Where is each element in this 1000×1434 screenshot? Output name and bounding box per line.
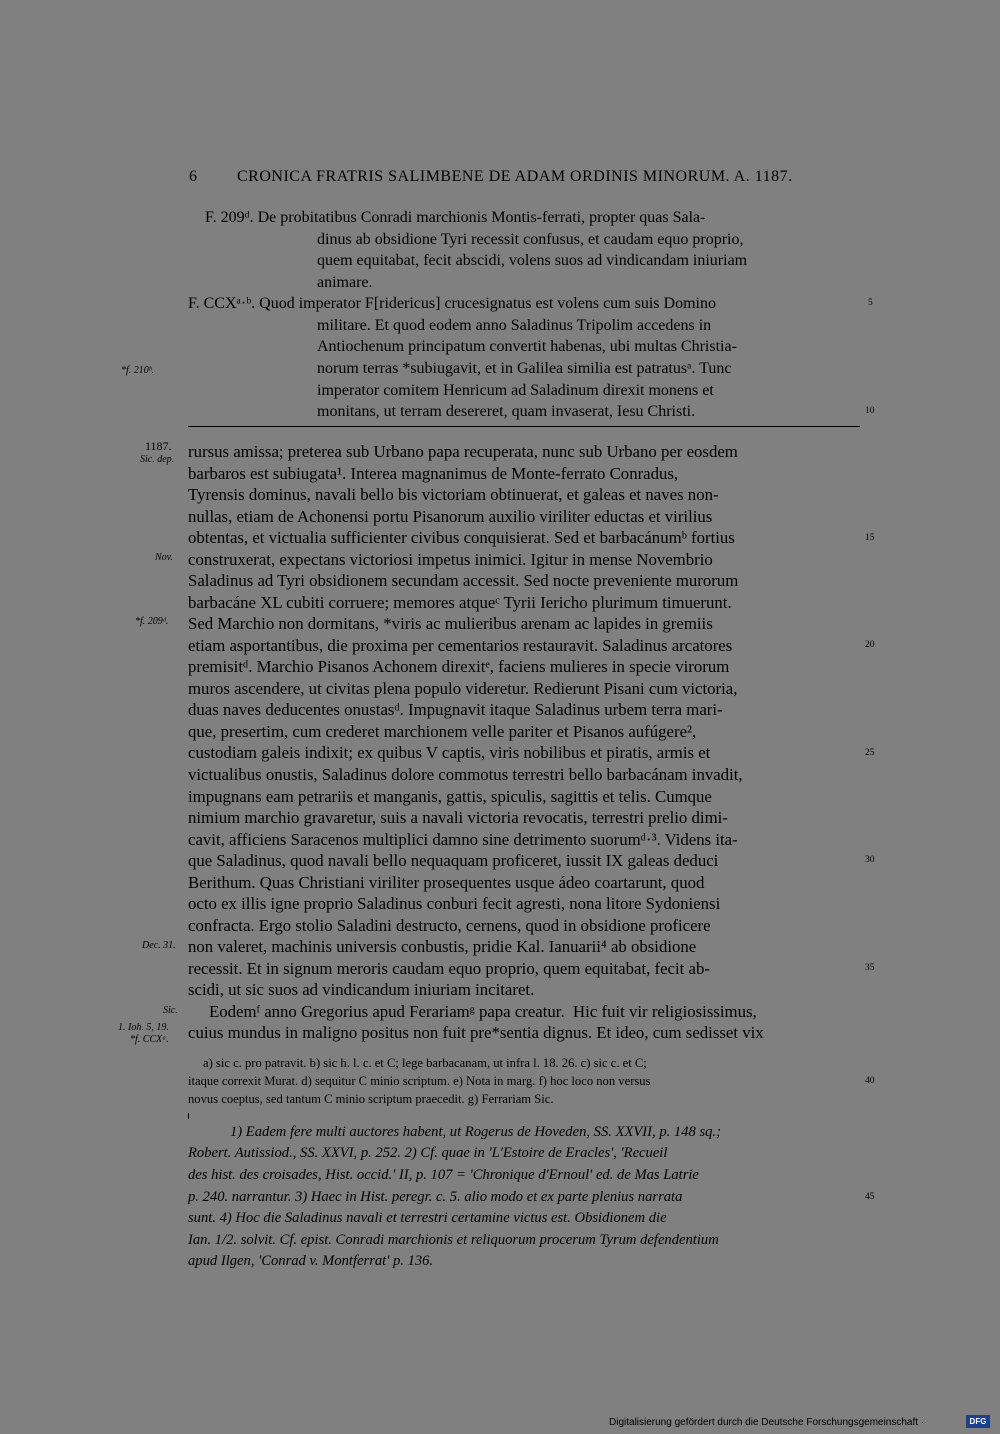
text-line: Eodemᶠ anno Gregorius apud Ferariamᵍ papa creatur. Hic fuit vir religiosissimus, bbox=[188, 1002, 757, 1021]
footnote-line: 1) Eadem fere multi auctores habent, ut Rogerus de Hoveden, SS. XXVII, p. 148 sq.; bbox=[230, 1124, 721, 1140]
footnote-rule bbox=[188, 1113, 189, 1119]
text-line: premisitᵈ. Marchio Pisanos Achonem direxitᵉ, faciens mulieres in specie virorum bbox=[188, 657, 730, 676]
text-line: scidi, ut sic suos ad vindicandum iniuriam incitaret. bbox=[188, 980, 535, 999]
text-line: confracta. Ergo stolio Saladini destructo, cernens, quod in obsidione proficere bbox=[188, 916, 711, 935]
margin-note: 1187. bbox=[145, 439, 172, 453]
margin-note: Sic. dep. bbox=[140, 454, 175, 465]
apparatus-line: itaque correxit Murat. d) sequitur C minio scriptum. e) Nota in marg. f) hoc loco non versus bbox=[188, 1074, 651, 1088]
footnote-line: Ian. 1/2. solvit. Cf. epist. Conradi marchionis et reliquorum procerum Tyrum defendentium bbox=[188, 1232, 719, 1248]
margin-note: Nov. bbox=[155, 552, 173, 563]
text-line: Berithum. Quas Christiani viriliter prosequentes usque ádeo coartarunt, quod bbox=[188, 873, 705, 892]
footnote-line: des hist. des croisades, Hist. occid.' II, p. 107 = 'Chronique d'Ernoul' ed. de Mas Latrie bbox=[188, 1167, 699, 1183]
apparatus-line: novus coeptus, sed tantum C minio scriptum praecedit. g) Ferrariam Sic. bbox=[188, 1092, 554, 1106]
margin-note: *f. CCXᵃ. bbox=[130, 1034, 169, 1045]
text-line: nimium marchio gravaretur, suis a navali victoria revocatis, terrestri prelio dimi- bbox=[188, 808, 728, 827]
text-line: Saladinus ad Tyri obsidionem secundam accessit. Sed nocte preveniente murorum bbox=[188, 571, 739, 590]
text-line: cuius mundus in maligno positus non fuit pre*sentia dignus. Et ideo, cum sedisset vix bbox=[188, 1023, 764, 1042]
text-line: impugnans eam petrariis et manganis, gattis, spiculis, sagittis et telis. Cumque bbox=[188, 787, 712, 806]
text-line: nullas, etiam de Achonensi portu Pisanorum auxilio viriliter eductas et virilius bbox=[188, 507, 713, 526]
summary-line: quem equitabat, fecit abscidi, volens suos ad vindicandam iniuriam bbox=[317, 252, 748, 269]
text-line: barbaros est subiugata¹. Interea magnanimus de Monte-ferrato Conradus, bbox=[188, 464, 679, 483]
line-number: 20 bbox=[865, 640, 875, 650]
text-line: rursus amissa; preterea sub Urbano papa recuperata, nunc sub Urbano per eosdem bbox=[188, 442, 738, 461]
text-line: obtentas, et victualia sufficienter civibus conquisierat. Sed et barbacánumᵇ fortius bbox=[188, 528, 735, 547]
text-line: victualibus onustis, Saladinus dolore commotus terrestri bello barbacánam invadit, bbox=[188, 765, 743, 784]
line-number: 40 bbox=[865, 1076, 875, 1086]
text-line: non valeret, machinis universis conbustis, pridie Kal. Ianuarii⁴ ab obsidione bbox=[188, 937, 697, 956]
line-number: 25 bbox=[865, 748, 875, 758]
text-line: duas naves deducentes onustasᵈ. Impugnavit itaque Saladinus urbem terra mari- bbox=[188, 700, 723, 719]
text-line: etiam asportantibus, die proxima per cementarios restauravit. Saladinus arcatores bbox=[188, 636, 733, 655]
line-number: 5 bbox=[868, 298, 873, 308]
summary-line: animare. bbox=[317, 274, 373, 291]
text-line: muros ascendere, ut civitas plena populo videretur. Redierunt Pisani cum victoria, bbox=[188, 679, 738, 698]
text-line: construxerat, expectans victoriosi impetus inimici. Igitur in mense Novembrio bbox=[188, 550, 713, 569]
running-title: CRONICA FRATRIS SALIMBENE DE ADAM ORDINIS MINORUM. A. 1187. bbox=[237, 168, 793, 185]
apparatus-line: a) sic c. pro patravit. b) sic h. l. c. et C; lege barbacanam, ut infra l. 18. 26. c) sic c. et C; bbox=[203, 1056, 647, 1070]
text-line: octo ex illis igne proprio Saladinus conburi fecit agresti, nona litore Sydoniensi bbox=[188, 894, 721, 913]
dfg-logo-icon: DFG bbox=[966, 1415, 990, 1428]
footnote-line: apud Ilgen, 'Conrad v. Montferrat' p. 136. bbox=[188, 1253, 434, 1269]
summary-line: imperator comitem Henricum ad Saladinum direxit monens et bbox=[317, 382, 714, 399]
line-number: 30 bbox=[865, 855, 875, 865]
summary-line: militare. Et quod eodem anno Saladinus Tripolim accedens in bbox=[317, 317, 712, 334]
summary-line: norum terras *subiugavit, et in Galilea similia est patratusᵃ. Tunc bbox=[317, 360, 732, 377]
text-line: custodiam galeis indixit; ex quibus V captis, viris nobilibus et piratis, armis et bbox=[188, 743, 711, 762]
margin-note: Dec. 31. bbox=[142, 940, 176, 951]
page-number: 6 bbox=[189, 168, 198, 185]
margin-note: 1. Ioh. 5, 19. bbox=[118, 1022, 169, 1033]
summary-line: F. 209ᵈ. De probitatibus Conradi marchionis Montis-ferrati, propter quas Sala- bbox=[205, 209, 706, 226]
text-line: Sed Marchio non dormitans, *viris ac mulieribus arenam ac lapides in gremiis bbox=[188, 614, 713, 633]
footnote-line: sunt. 4) Hoc die Saladinus navali et terrestri certamine victus est. Obsidionem die bbox=[188, 1210, 667, 1226]
line-number: 10 bbox=[865, 406, 875, 416]
footnote-line: p. 240. narrantur. 3) Haec in Hist. peregr. c. 5. alio modo et ex parte plenius narrata bbox=[188, 1189, 683, 1205]
text-line: barbacáne XL cubiti corruere; memores atqueᶜ Tyrii Iericho plurimum timuerunt. bbox=[188, 593, 732, 612]
summary-line: F. CCXᵃ·ᵇ. Quod imperator F[ridericus] crucesignatus est volens cum suis Domino bbox=[188, 295, 716, 312]
text-line: que, presertim, cum crederet marchionem velle pariter et Pisanos aufúgere², bbox=[188, 722, 697, 741]
summary-line: Antiochenum principatum convertit habenas, ubi multas Christia- bbox=[317, 338, 737, 355]
text-line: Tyrensis dominus, navali bello bis victoriam obtinuerat, et galeas et naves non- bbox=[188, 485, 719, 504]
margin-note: Sic. bbox=[163, 1005, 178, 1016]
digitization-credit: Digitalisierung gefördert durch die Deutsche Forschungsgemeinschaft · bbox=[609, 1417, 925, 1428]
line-number: 35 bbox=[865, 963, 875, 973]
text-line: que Saladinus, quod navali bello nequaquam proficeret, iussit IX galeas deduci bbox=[188, 851, 719, 870]
footnote-line: Robert. Autissiod., SS. XXVI, p. 252. 2) Cf. quae in 'L'Estoire de Eracles', 'Recueil bbox=[188, 1145, 668, 1161]
text-line: recessit. Et in signum meroris caudam equo proprio, quem equitabat, fecit ab- bbox=[188, 959, 710, 978]
text-line: cavit, afficiens Saracenos multiplici damno sine detrimento suorumᵈ·³. Videns ita- bbox=[188, 830, 738, 849]
margin-note: *f. 210ᵇ. bbox=[121, 365, 154, 376]
separator-rule bbox=[188, 426, 860, 427]
summary-line: monitans, ut terram desereret, quam invaserat, Iesu Christi. bbox=[317, 403, 696, 420]
line-number: 15 bbox=[865, 533, 875, 543]
summary-line: dinus ab obsidione Tyri recessit confusus, et caudam equo proprio, bbox=[317, 231, 744, 248]
margin-note: *f. 209ᵈ. bbox=[135, 616, 169, 627]
line-number: 45 bbox=[865, 1192, 875, 1202]
